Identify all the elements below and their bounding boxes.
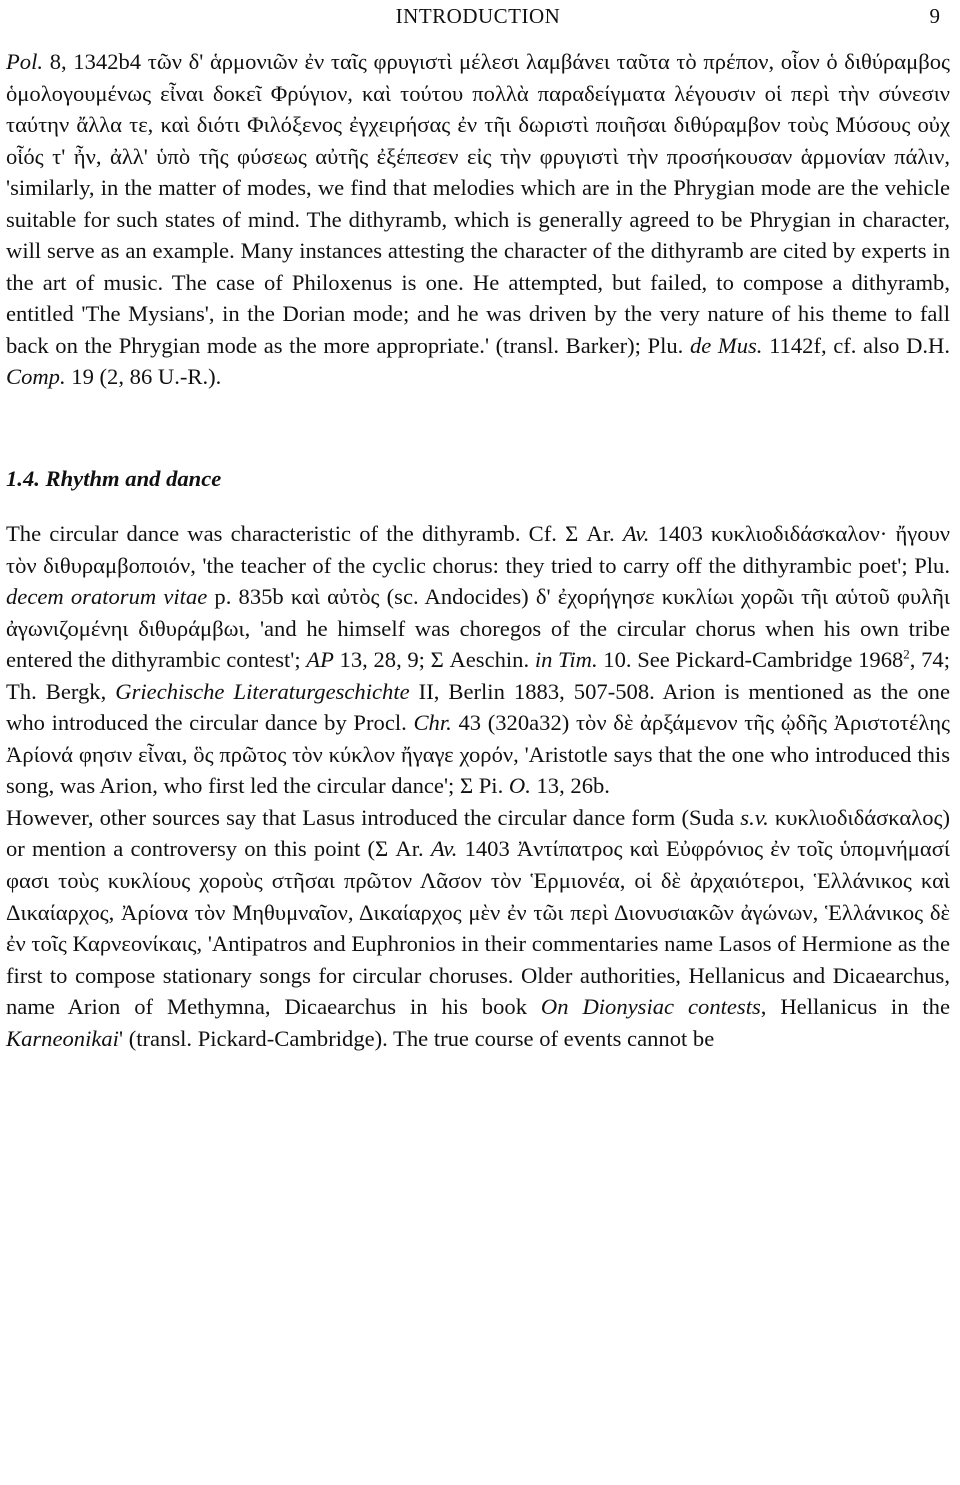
edition-superscript: 2	[903, 646, 910, 662]
paragraph-1-text: 8, 1342b4 τῶν δ' ἁρμονιῶν ἐν ταῖς φρυγιστὶ μέλεσι λαμβάνει ταῦτα τὸ πρέπον, οἷον ὁ διθύραμβος ὁμολογουμένως εἶναι δοκεῖ Φρύγιον, καὶ τούτου πολλὰ παραδείγματα λέγουσιν οἱ περὶ τὴν σύνεσιν ταύτην ἄλλα τε, καὶ διότι Φιλόξενος ἐγχειρήσας ἐν τῆι δωριστὶ ποιῆσαι διθύραμβον τοὺς Μύσους οὐχ οἷός τ' ἦν, ἀλλ' ὑπὸ τῆς φύσεως αὐτῆς ἐξέπεσεν εἰς τὴν φρυγιστὶ τὴν προσήκουσαν ἁρμονίαν πάλιν, 'similarly, in the matter of modes, we find that melodies which are in the Phrygian mode are the vehicle suitable for such states of mind. The dithyramb, which is generally agreed to be Phrygian in character, will serve as an example. Many instances attesting the character of the dithyramb are cited by experts in the art of music. The case of Philoxenus is one. He attempted, but failed, to compose a dithyramb, entitled 'The Mysians', in the Dorian mode; and he was driven by the very nature of his theme to fall back on the Phrygian mode as the more appropriate.' (transl. Barker); Plu.	[6, 49, 950, 358]
section-number: 1.4.	[6, 466, 40, 492]
citation-chr: Chr.	[413, 710, 452, 736]
paragraph-2	[6, 518, 950, 802]
paragraph-1	[6, 46, 950, 393]
citation-comp: Comp.	[6, 364, 66, 390]
paragraph-2-text-4: 13, 28, 9; Σ Aeschin.	[333, 647, 535, 673]
section-heading	[6, 463, 950, 505]
running-title: INTRODUCTION	[395, 4, 561, 28]
citation-decem-oratorum: decem oratorum vitae	[6, 584, 208, 610]
paragraph-3-text-5: ' (transl. Pickard-Cambridge). The true course of events cannot be	[118, 1025, 715, 1051]
paragraph-3-text-3: 1403 Ἀντίπατρος καὶ Εὐφρόνιος ἐν τοῖς ὑπομνήμασί φασι τοὺς κυκλίους χοροὺς στῆσαι πρῶτον Λᾶσον τὸν Ἑρμιονέα, οἱ δὲ ἀρχαιότεροι, Ἑλλάνικος καὶ Δικαίαρχος, Ἀρίονα τὸν Μηθυμναῖον, Δικαίαρχος μὲν ἐν τῶι περὶ Διονυσιακῶν ἀγώνων, Ἑλλάνικος δὲ ἐν τοῖς Καρνεονίκαις, 'Antipatros and Euphronios in their commentaries name Lasos of Hermione as the first to compose stationary songs for circular choruses. Older authorities, Hellanicus and Dicaearchus, name Arion of Methymna, Dicaearchus in his book	[6, 836, 950, 1020]
paragraph-2-text-2: 1403 κυκλιοδιδάσκαλον· ἤγουν τὸν διθυραμβοποιόν, 'the teacher of the cyclic chorus: they tried to carry off the dithyrambic poet'; Plu.	[6, 521, 950, 578]
body-text	[6, 46, 950, 1054]
paragraph-2-text-7: II, Berlin 1883, 507-508. Arion is mentioned as the one who introduced the circular dance by Procl.	[6, 678, 950, 736]
citation-bergk-title: Griechische Literaturgeschichte	[115, 678, 410, 704]
paragraph-2-text-5: 10. See Pickard-Cambridge 1968	[597, 647, 904, 673]
citation-pol: Pol.	[6, 49, 44, 74]
citation-de-mus: de Mus.	[689, 332, 763, 358]
citation-dionysiac-contests: On Dionysiac contests	[540, 994, 761, 1020]
paragraph-1-text-3: 19 (2, 86 U.-R.).	[65, 364, 222, 390]
citation-ap: AP	[306, 647, 334, 673]
running-header	[6, 0, 950, 34]
paragraph-2-text-9: 13, 26b.	[530, 773, 610, 799]
citation-av: Av.	[622, 521, 650, 547]
paragraph-3-text-1: However, other sources say that Lasus introduced the circular dance form (Suda	[6, 804, 741, 830]
citation-karneonikai: Karneonikai	[6, 1025, 119, 1051]
paragraph-1-text-2: 1142f, cf. also D.H.	[762, 332, 950, 358]
paragraph-3-text-4: , Hellanicus in the	[760, 994, 951, 1020]
citation-in-tim: in Tim.	[534, 647, 598, 673]
paragraph-3	[6, 802, 950, 1054]
paragraph-2-text-6: , 74; Th. Bergk,	[6, 647, 950, 704]
page-number: 9	[929, 4, 940, 28]
paragraph-3-text-2: κυκλιοδιδάσκαλος) or mention a controversy on this point (Σ Ar.	[6, 804, 950, 862]
paragraph-2-text-3: p. 835b καὶ αὐτὸς (sc. Andocides) δ' ἐχορήγησε κυκλίωι χορῶι τῆι αὑτοῦ φυλῆι ἀγωνιζομένηι διθυράμβωι, 'and he himself was choregos of the circular chorus when his own tribe entered the dithyrambic contest';	[6, 584, 950, 673]
citation-av-2: Av.	[430, 836, 458, 862]
citation-sv: s.v.	[740, 804, 769, 830]
paragraph-2-text-1: The circular dance was characteristic of the dithyramb. Cf. Σ Ar.	[6, 521, 623, 547]
paragraph-2-text-8: 43 (320a32) τὸν δὲ ἀρξάμενον τῆς ᾠδῆς Ἀριστοτέλης Ἀρίονά φησιν εἶναι, ὃς πρῶτος τὸν κύκλον ἤγαγε χορόν, 'Aristotle says that the one who introduced this song, was Arion, who first led the circular dance'; Σ Pi.	[6, 710, 950, 799]
section-title: Rhythm and dance	[45, 466, 222, 492]
citation-o: O.	[508, 773, 531, 799]
